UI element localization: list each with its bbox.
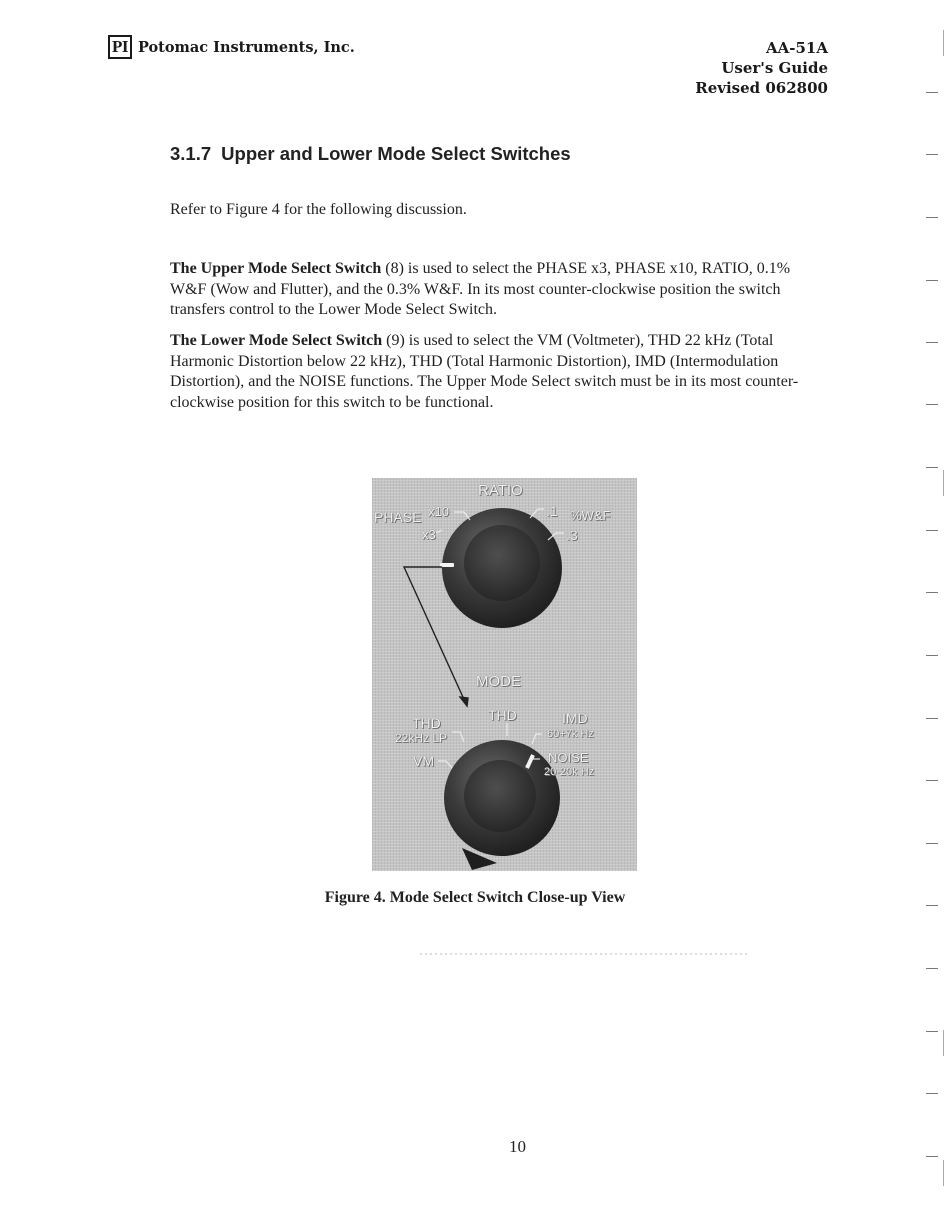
label-mode: MODE [476, 673, 521, 690]
section-number: 3.1.7 [170, 143, 212, 164]
label-x3: x3 [422, 527, 436, 542]
label-thd-left: THD [412, 715, 441, 731]
upper-switch-paragraph [170, 259, 830, 321]
scan-edge-marks [920, 0, 950, 1229]
label-point-three: .3 [566, 527, 578, 543]
document-type: User's Guide [721, 59, 828, 77]
label-point-one: .1 [546, 503, 558, 519]
figure-caption: Figure 4. Mode Select Switch Close-up View [324, 889, 626, 906]
lower-switch-paragraph [170, 331, 830, 413]
scan-speckle [420, 953, 750, 955]
label-22khz-lp: 22kHz LP [395, 731, 448, 745]
label-ratio: RATIO [478, 482, 523, 499]
document-revision: Revised 062800 [695, 79, 828, 97]
page-number: 10 [509, 1137, 526, 1156]
label-phase: PHASE [374, 509, 422, 525]
company-name: Potomac Instruments, Inc. [138, 38, 355, 56]
label-thd-top: THD [488, 707, 517, 723]
intro-paragraph: Refer to Figure 4 for the following discussion. [170, 201, 467, 218]
label-imd: IMD [562, 710, 588, 726]
company-logo: PI [108, 35, 132, 59]
lower-switch-text: (9) is used to select the VM (Voltmeter), THD 22 kHz (Total Harmonic Distortion below 22 kHz), THD (Total Harmonic Distortion), IMD (Intermodulation Distortion), and the NOISE functions. The Upper Mode Select switch must be in its most counter-clockwise position for this switch to be functional. [170, 332, 799, 411]
label-noise-range: 20-20k Hz [544, 766, 595, 778]
document-id: AA-51A [765, 39, 828, 57]
label-imd-frequency: 60+7k Hz [547, 728, 594, 740]
label-x10: x10 [428, 504, 449, 519]
label-noise: NOISE [548, 750, 589, 765]
label-vm: VM [413, 753, 434, 769]
label-wf: %W&F [570, 508, 611, 523]
upper-switch-term: The Upper Mode Select Switch [170, 260, 382, 277]
company-header [108, 35, 355, 59]
section-heading [170, 143, 571, 165]
upper-switch-text: (8) is used to select the PHASE x3, PHASE x10, RATIO, 0.1% W&F (Wow and Flutter), and the 0.3% W&F. In its most counter-clockwise position the switch transfers control to the Lower Mode Select Switch. [170, 260, 791, 318]
upper-knob-pointer [440, 563, 454, 567]
upper-mode-knob [440, 508, 562, 628]
mode-switch-photo [372, 478, 637, 871]
section-title: Upper and Lower Mode Select Switches [221, 143, 571, 164]
lower-switch-term: The Lower Mode Select Switch [170, 332, 383, 349]
document-header [695, 38, 828, 98]
lower-mode-knob [444, 740, 560, 870]
